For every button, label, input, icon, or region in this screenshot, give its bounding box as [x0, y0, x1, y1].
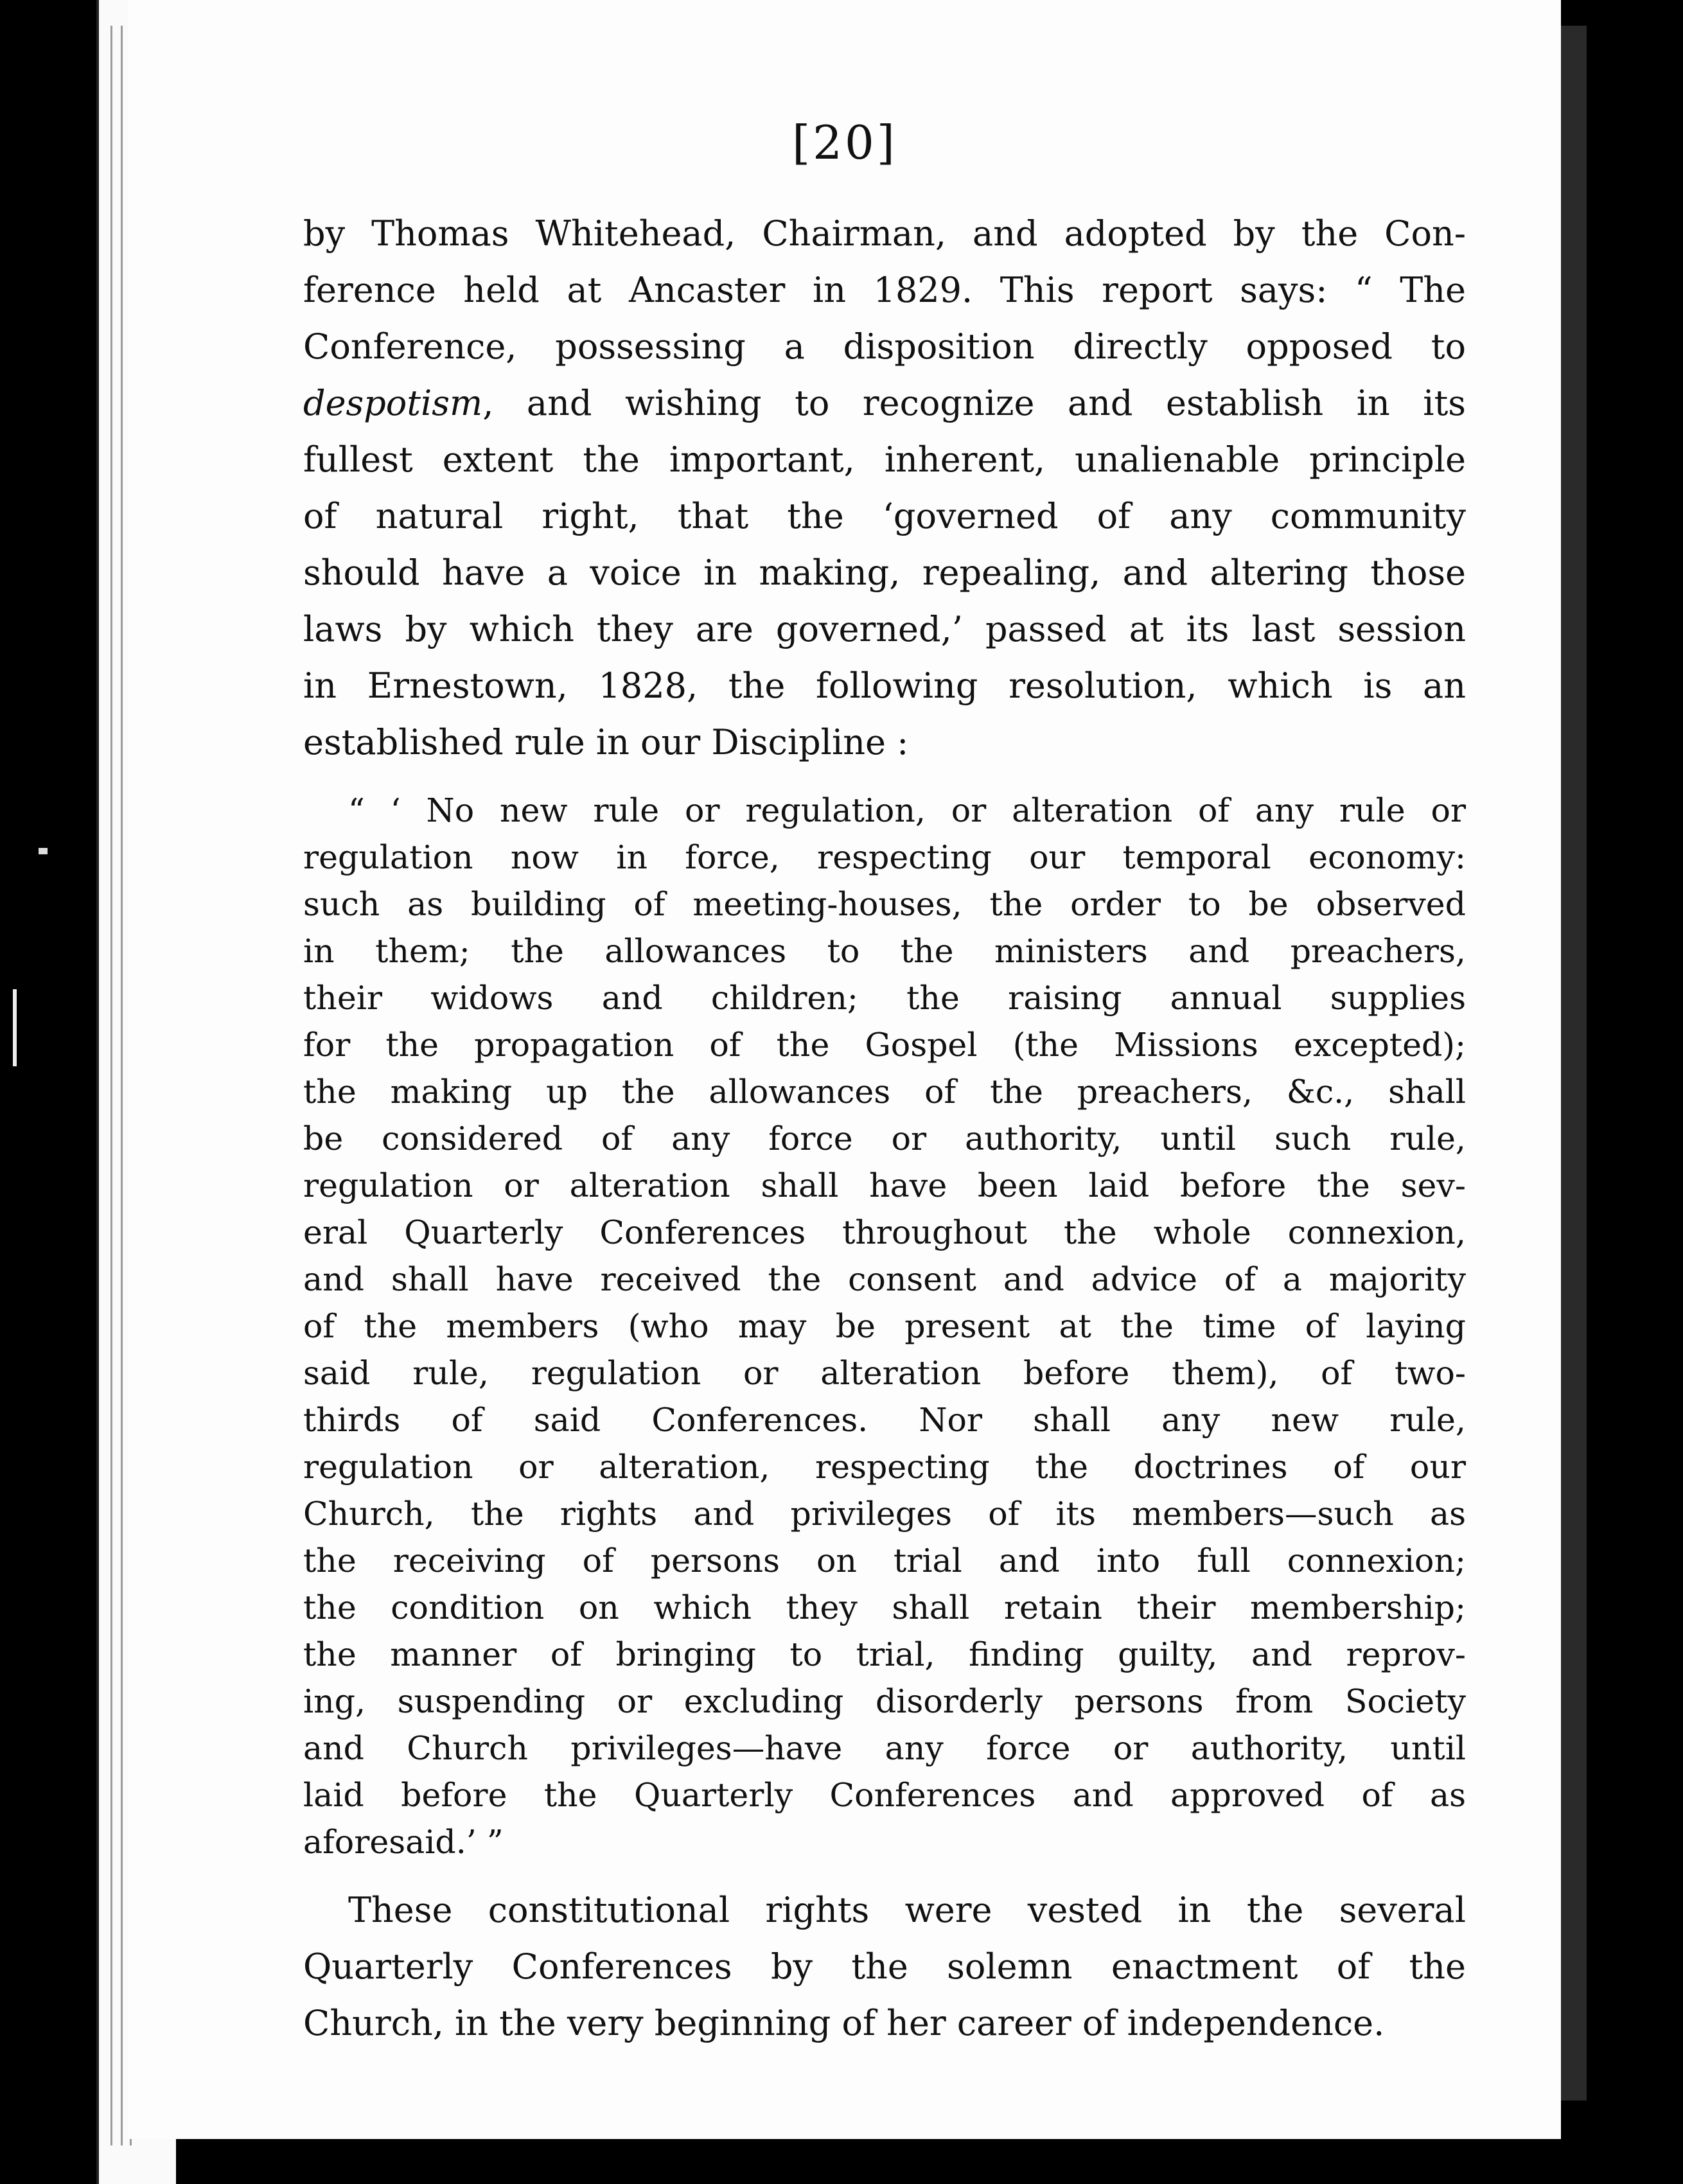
text-line: and shall have received the consent and advice of a majority: [303, 1260, 1466, 1298]
page-right-edge: [1561, 26, 1587, 2100]
text-line: the making up the allowances of the preachers, &c., shall: [303, 1073, 1466, 1111]
page-edge-line: [121, 26, 123, 2145]
text-line: aforesaid.’ ”: [303, 1823, 504, 1861]
text-line: Church, in the very beginning of her career of independence.: [303, 2003, 1385, 2043]
text-line: laws by which they are governed,’ passed at its last session: [303, 609, 1466, 649]
page-number: [20]: [792, 116, 897, 170]
text-line: by Thomas Whitehead, Chairman, and adopted by the Con-: [303, 213, 1466, 254]
scan-artifact: [13, 989, 17, 1066]
text-line: ference held at Ancaster in 1829. This report says: “ The: [303, 270, 1466, 310]
text-line: thirds of said Conferences. Nor shall any new rule,: [303, 1401, 1466, 1439]
text-line: regulation now in force, respecting our temporal economy:: [303, 838, 1466, 876]
text-line: established rule in our Discipline :: [303, 722, 909, 762]
quoted-resolution: [303, 787, 1466, 1865]
text-line: regulation or alteration, respecting the doctrines of our: [303, 1448, 1466, 1486]
text-line: eral Quarterly Conferences throughout the whole connexion,: [303, 1213, 1466, 1251]
paragraph-1: [303, 206, 1466, 771]
text-line: in Ernestown, 1828, the following resolution, which is an: [303, 665, 1466, 706]
text-line: regulation or alteration shall have been laid before the sev-: [303, 1167, 1466, 1204]
scan-artifact: [39, 848, 48, 854]
text-line: laid before the Quarterly Conferences and approved of as: [303, 1776, 1466, 1814]
text-line: their widows and children; the raising annual supplies: [303, 979, 1466, 1017]
text-line: the receiving of persons on trial and into full connexion;: [303, 1542, 1466, 1580]
text-line: Church, the rights and privileges of its members—such as: [303, 1495, 1466, 1533]
text-line: the manner of bringing to trial, finding guilty, and reprov-: [303, 1635, 1466, 1673]
text-line: for the propagation of the Gospel (the Missions excepted);: [303, 1026, 1466, 1064]
text-line: ing, suspending or excluding disorderly persons from Society: [303, 1682, 1466, 1720]
italic-word: despotism: [303, 383, 483, 423]
text-line: of the members (who may be present at the time of laying: [303, 1307, 1466, 1345]
text-line: and Church privileges—have any force or authority, until: [303, 1729, 1466, 1767]
book-page: [128, 0, 1561, 2139]
text-line: should have a voice in making, repealing, and altering those: [303, 552, 1466, 593]
text-line: “ ‘ No new rule or regulation, or alteration of any rule or: [348, 791, 1466, 829]
text-line: These constitutional rights were vested in the several: [348, 1890, 1466, 1930]
text-line: be considered of any force or authority, until such rule,: [303, 1120, 1466, 1158]
text-line: in them; the allowances to the ministers and preachers,: [303, 932, 1466, 970]
text-line: Quarterly Conferences by the solemn enactment of the: [303, 1946, 1466, 1987]
text-line: fullest extent the important, inherent, unalienable principle: [303, 439, 1466, 480]
page-edge-line: [110, 26, 112, 2145]
paragraph-3: [303, 1882, 1466, 2052]
text-line: such as building of meeting-houses, the order to be observed: [303, 885, 1466, 923]
text-line: Conference, possessing a disposition directly opposed to: [303, 326, 1466, 367]
text-line: of natural right, that the ‘governed of any community: [303, 496, 1466, 536]
text-line: despotism, and wishing to recognize and establish in its: [303, 383, 1466, 423]
text-line: said rule, regulation or alteration before them), of two-: [303, 1354, 1466, 1392]
text-line: the condition on which they shall retain their membership;: [303, 1589, 1466, 1626]
